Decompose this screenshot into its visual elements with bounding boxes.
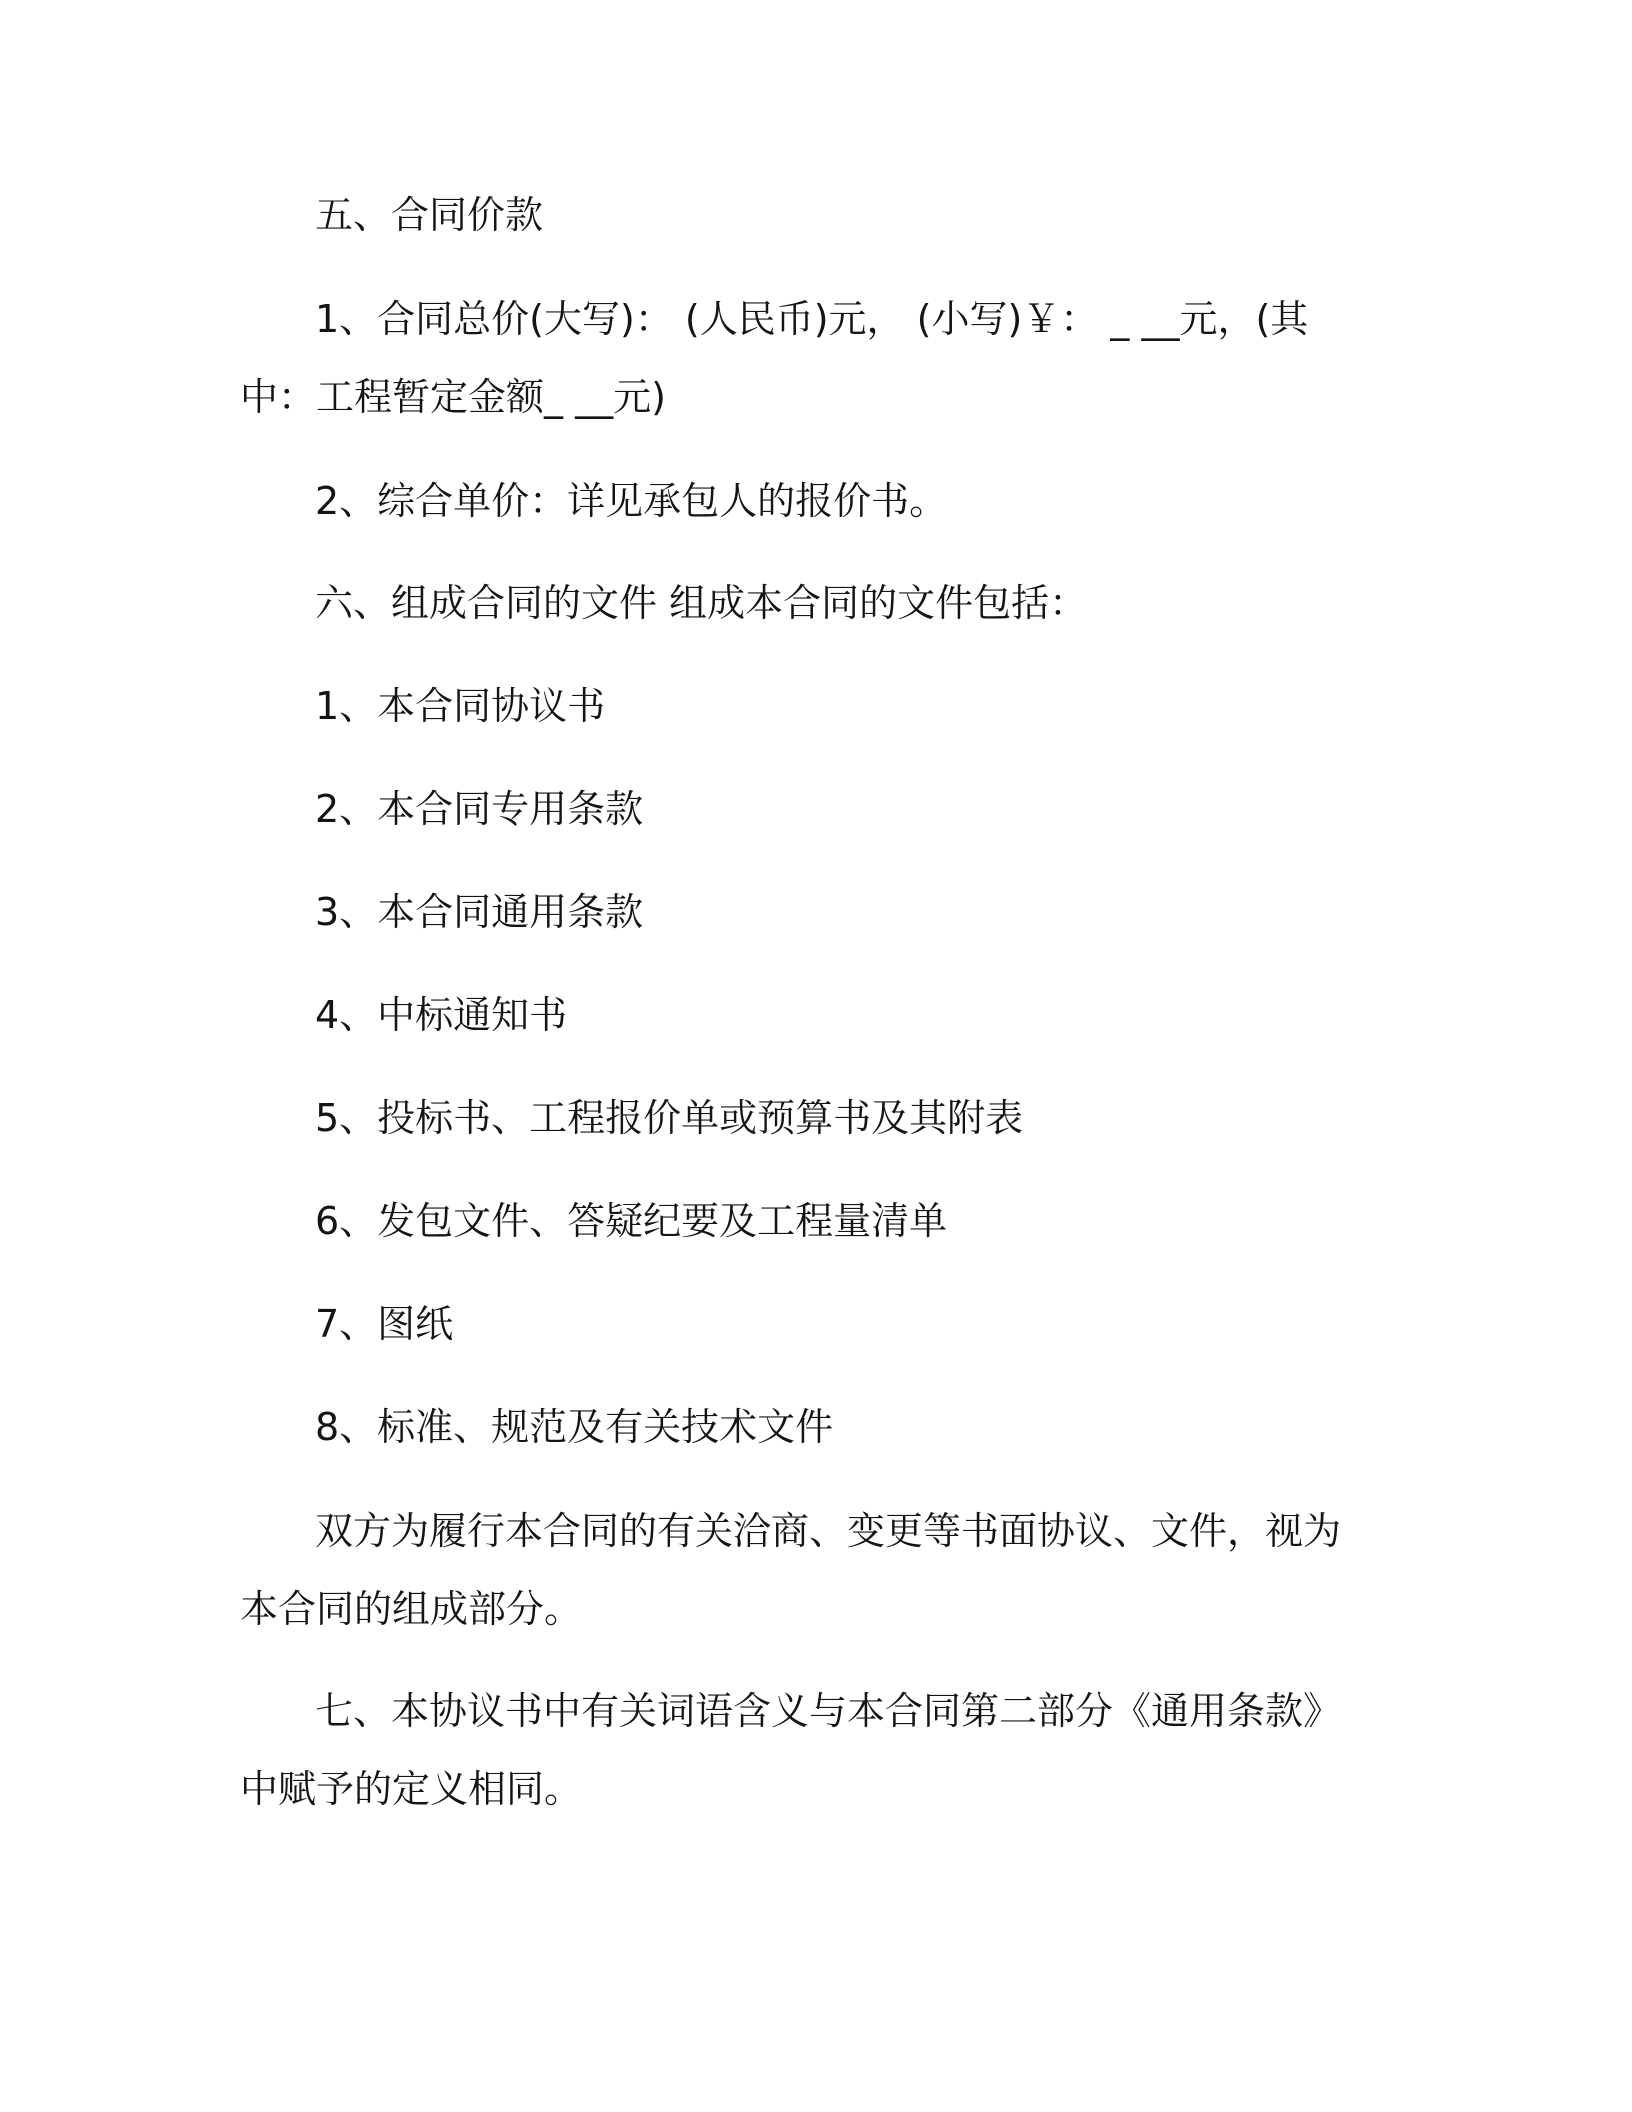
- document-list-item: 6、发包文件、答疑纪要及工程量清单: [315, 1199, 948, 1243]
- document-list-item: 2、本合同专用条款: [315, 787, 644, 831]
- contract-total-price: 1、合同总价(大写)： (人民币)元， (小写)￥： _ __元，(其中：工程暂定金额_ __元): [240, 297, 1309, 419]
- document-list-item: 8、标准、规范及有关技术文件: [315, 1405, 834, 1449]
- document-list-item: 5、投标书、工程报价单或预算书及其附表: [315, 1096, 1024, 1140]
- section-6-heading: 六、组成合同的文件 组成本合同的文件包括：: [315, 581, 1088, 625]
- document-list-item: 4、中标通知书: [315, 993, 568, 1037]
- document-list-item: 3、本合同通用条款: [315, 890, 644, 934]
- document-list-item: 1、本合同协议书: [315, 684, 606, 728]
- section-7-definitions: 七、本协议书中有关词语含义与本合同第二部分《通用条款》中赋予的定义相同。: [240, 1689, 1342, 1811]
- contract-documents-note: 双方为履行本合同的有关洽商、变更等书面协议、文件，视为本合同的组成部分。: [240, 1509, 1342, 1631]
- section-5-heading: 五、合同价款: [315, 193, 544, 237]
- unit-price-item: 2、综合单价：详见承包人的报价书。: [315, 479, 948, 523]
- document-list-item: 7、图纸: [315, 1302, 454, 1346]
